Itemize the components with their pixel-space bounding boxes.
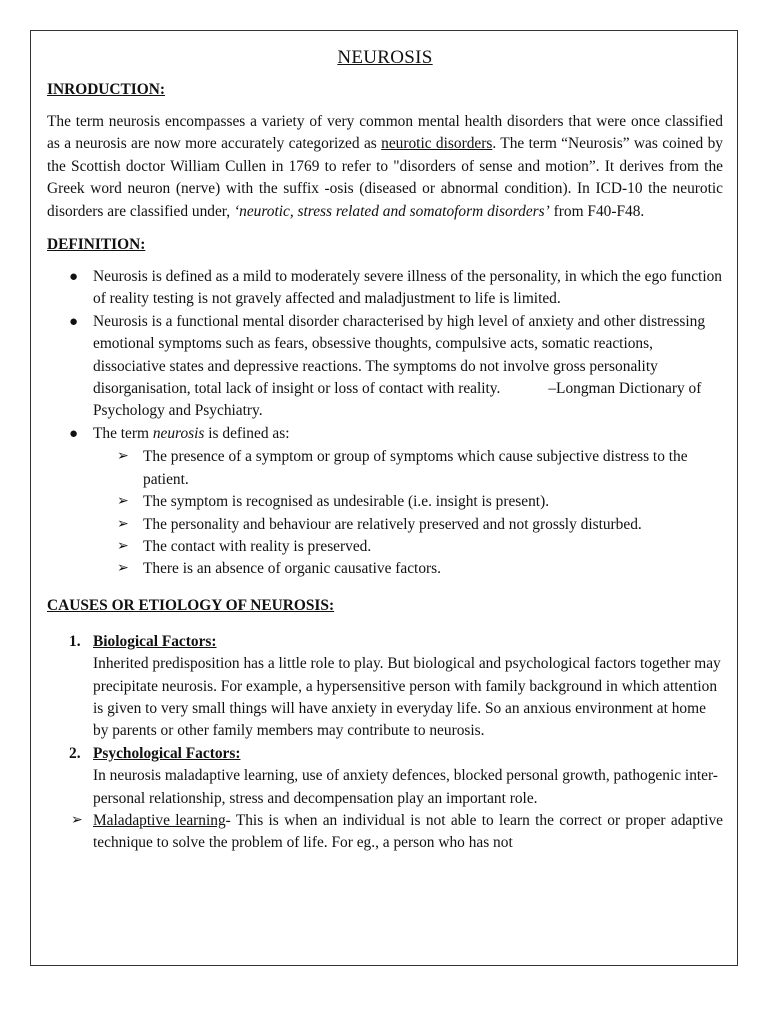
page-frame: [30, 30, 738, 966]
arrow-bullet-icon: ➢: [71, 812, 83, 828]
intro-text-c: from F40-F48.: [549, 202, 645, 220]
bullet-dot-icon: ●: [69, 425, 79, 442]
document-body: [47, 45, 723, 855]
sub-item-text: The symptom is recognised as undesirable (i.e. insight is present).: [143, 493, 550, 511]
sub-item-text: The personality and behaviour are relatively preserved and not grossly disturbed.: [143, 515, 642, 533]
intro-paragraph: [47, 111, 723, 223]
page-title: NEUROSIS: [337, 47, 433, 68]
bullet-dot-icon: ●: [69, 313, 79, 330]
arrow-bullet-icon: ➢: [117, 516, 129, 532]
sub-list-item: [93, 446, 723, 491]
cause-text: In neurosis maladaptive learning, use of anxiety defences, blocked personal growth, pathogenic inter-personal relationship, stress and decompensation play an important role.: [93, 767, 718, 807]
maladaptive-title: Maladaptive learning: [93, 811, 226, 829]
maladaptive-learning-item: [47, 810, 723, 855]
definition-heading: DEFINITION:: [47, 236, 146, 254]
sub-item-text: The contact with reality is preserved.: [143, 537, 372, 555]
cause-number: 1.: [69, 632, 81, 650]
intro-italic: ‘neurotic, stress related and somatoform disorders’: [234, 202, 550, 220]
cause-number: 2.: [69, 744, 81, 762]
arrow-bullet-icon: ➢: [117, 561, 129, 577]
arrow-bullet-icon: ➢: [117, 494, 129, 510]
definition-attribution: –Longman Dictionary of Psychology and Psychiatry.: [93, 380, 702, 420]
list-item: [47, 743, 723, 810]
sub-list-item: [93, 536, 723, 558]
arrow-bullet-icon: ➢: [117, 538, 129, 554]
cause-text: Inherited predisposition has a little role to play. But biological and psychological factors together may precipitate neurosis. For example, a hypersensitive person with family background in which attention is given to very small things will have anxiety in everyday life. So an anxious environment at home by parents or other family members may contribute to neurosis.: [93, 655, 721, 740]
sub-item-text: The presence of a symptom or group of symptoms which cause subjective distress to the patient.: [143, 448, 688, 488]
sub-item-text: There is an absence of organic causative factors.: [143, 560, 441, 578]
cause-title: Psychological Factors:: [93, 744, 241, 762]
list-item: [47, 631, 723, 743]
list-item: [47, 311, 723, 423]
arrow-bullet-icon: ➢: [117, 449, 129, 465]
list-item: [47, 423, 723, 581]
intro-heading: INRODUCTION:: [47, 81, 165, 98]
definition-sublist: [93, 446, 723, 580]
intro-text-b: . The term “Neurosis” was coined by the Scottish doctor William Cullen in 1769 to refer to "disorders of sense and motion”. It derives from the Greek word neuron (nerve) with the suffix -osis (diseased or abnormal condition). In ICD-10 the neurotic disorders are classified under,: [47, 135, 723, 220]
definition-bullet-3a: The term: [93, 424, 153, 442]
sub-list-item: [93, 558, 723, 580]
causes-heading: CAUSES OR ETIOLOGY OF NEUROSIS:: [47, 596, 335, 614]
intro-text-a: The term neurosis encompasses a variety of very common mental health disorders that were once classified as a neurosis are now more accurately categorized as: [47, 113, 723, 153]
bullet-dot-icon: ●: [69, 269, 79, 286]
sub-list-item: [93, 491, 723, 513]
definition-list: [47, 266, 723, 581]
causes-list: [47, 631, 723, 810]
maladaptive-text: - This is when an individual is not able to learn the correct or proper adaptive technique to solve the problem of life. For eg., a person who has not: [93, 811, 723, 852]
sub-list-item: [93, 514, 723, 536]
list-item: [47, 266, 723, 311]
definition-bullet-3-italic: neurosis: [152, 424, 205, 442]
definition-bullet-3b: is defined as:: [204, 424, 290, 442]
cause-title: Biological Factors:: [93, 632, 217, 650]
definition-bullet-2: Neurosis is a functional mental disorder characterised by high level of anxiety and other distressing emotional symptoms such as fears, obsessive thoughts, compulsive acts, somatic reactions, dissociative states and depressive reactions. The symptoms do not involve gross personality disorganisation, total lack of insight or loss of contact with reality.: [93, 312, 706, 398]
definition-bullet-1: Neurosis is defined as a mild to moderately severe illness of the personality, in which the ego function of reality testing is not gravely affected and maladjustment to life is limited.: [93, 268, 723, 308]
neurotic-disorders-link[interactable]: neurotic disorders: [381, 135, 493, 153]
